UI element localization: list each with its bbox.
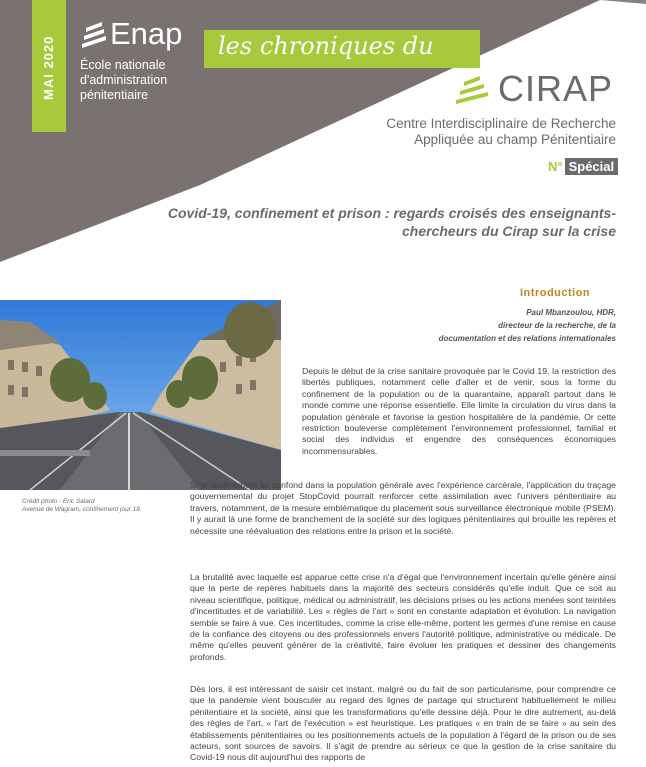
street-photo	[0, 300, 281, 490]
header-band-corner	[600, 0, 646, 4]
photo-credit-author: Crédit photo : Eric Salard	[22, 498, 95, 505]
headline: Covid-19, confinement et prison : regards croisés des enseignants-chercheurs du Cirap sur la crise	[167, 205, 616, 239]
author-block	[420, 306, 616, 345]
section-title: Introduction	[520, 287, 591, 299]
author-role-line1: directeur de la recherche, de la	[498, 321, 616, 330]
paragraph-2: Si le confinement se confond dans la population générale avec l'expérience carcérale, l'application du traçage gouvernemental du projet StopCovid pourrait renforcer cette assimilation avec l'univers pénitentiaire au travers, notamment, de la mesure emblématique du placement sous surveillance électronique mobile (PSEM). Il y aurait là une forme de branchement de la société sur des logiques pénitentiaires qui brouille les repères et nécessite une réévaluation des relations entre la prison et la société.	[190, 480, 616, 536]
enap-logo-subtitle: École nationale d'administration pénitentiaire	[80, 58, 168, 102]
centre-name: Centre Interdisciplinaire de Recherche Appliquée au champ Pénitentiaire	[386, 116, 616, 147]
cirap-logo-icon	[452, 70, 494, 106]
enap-logo-icon	[80, 18, 110, 48]
paragraph-1: Depuis le début de la crise sanitaire provoquée par le Covid 19, la restriction des libertés publiques, notamment celle d'aller et de venir, sous la forme du confinement de la population ou de la quarantaine, apparaît partout dans le monde comme une réponse essentielle. Elle limite la circulation du virus dans la population générale et favorise la gestion hospitalière de la pandémie. Or cette restriction bouleverse complètement l'environnement professionnel, familial et social des individus et engendre des conséquences économiques incommensurables.	[302, 366, 616, 456]
photo-credit	[22, 498, 202, 514]
author-role-line2: documentation et des relations internationales	[438, 334, 616, 343]
author-name: Paul Mbanzoulou, HDR,	[526, 308, 616, 317]
paragraph-4: Dès lors, il est intéressant de saisir cet instant, malgré ou du fait de son particularisme, pour comprendre ce que la pandémie vient bousculer au regard des lignes de partage qui structurent habituellement le milieu pénitentiaire et la société, ainsi que les transformations qu'elle dessine déjà. Pour le dire autrement, au-delà des règles de l'art, « l'art de l'exécution » est heuristique. Les pratiques « en train de se faire » au sein des établissements pénitentiaires ou les positionnements actuels de la population à l'égard de la prison ou de ses acteurs, sont sources de savoirs. Il s'agit de prendre au sérieux ce que la gestion de la crise sanitaire du Covid-19 nous dit aujourd'hui des rapports de	[190, 684, 616, 763]
cirap-logo-name: CIRAP	[498, 68, 614, 109]
date-label: MAI 2020	[41, 35, 56, 101]
photo-credit-caption: Avenue de Wagram, confinement jour 18.	[22, 506, 142, 513]
special-issue-badge	[548, 158, 618, 178]
paragraph-3: La brutalité avec laquelle est apparue cette crise n'a d'égal que l'environnement incertain qu'elle génère ainsi que la perte de repères habituels dans la majorité des secteurs considérés qu'elle induit. Que ce soit au niveau scientifique, politique, médical ou administratif, les décisions prises ou les actions menées sont teintées d'incertitudes et de variabilité. Les « règles de l'art » sont en constante adaptation et évolution. La navigation semble se faire à vue. Ces incertitudes, comme la crise elle-même, portent les germes d'une remise en cause de la confiance des citoyens ou des professionnels envers l'autorité politique, administrative ou médicale. De même qu'elles peuvent générer de la créativité, faire évoluer les pratiques et dessiner des changements profonds.	[190, 572, 616, 662]
chronicles-title: les chroniques du	[218, 32, 434, 60]
enap-logo-name: Enap	[110, 16, 183, 51]
special-label: Spécial	[565, 158, 619, 175]
special-number: N°	[548, 159, 563, 174]
